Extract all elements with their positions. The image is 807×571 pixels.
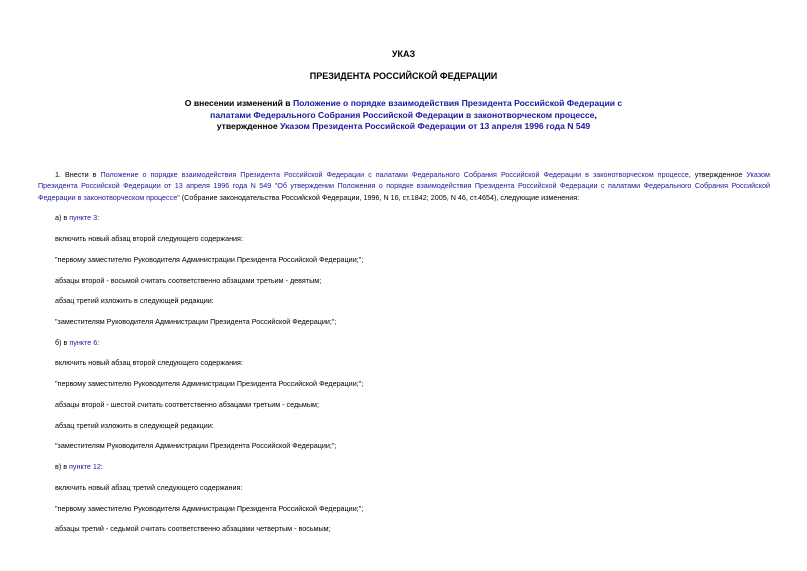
item-a-line-2: "первому заместителю Руководителя Администрации Президента Российской Федерации;";: [55, 255, 364, 264]
item-b-line-1: включить новый абзац второй следующего содержания:: [55, 358, 243, 367]
item-a-heading: [55, 212, 99, 223]
paragraph-1-link-regulation[interactable]: Положение о порядке взаимодействия Президента Российской Федерации с палатами Федерального Собрания Российской Федерации в законотворческом процессе: [100, 170, 689, 179]
paragraph-1-prefix: 1. Внести в: [55, 170, 101, 179]
item-b-line-2: "первому заместителю Руководителя Администрации Президента Российской Федерации;";: [55, 379, 364, 388]
decree-heading: УКАЗ: [391, 49, 416, 59]
item-c-prefix: в) в: [55, 462, 70, 471]
item-a-line-5: "заместителям Руководителя Администрации Президента Российской Федерации;";: [55, 317, 337, 326]
item-b-link[interactable]: пункте 6: [69, 338, 98, 347]
decree-title: [180, 98, 627, 133]
title-middle: , утвержденное: [216, 109, 597, 131]
item-a-colon: :: [97, 213, 100, 222]
item-c-colon: :: [100, 462, 103, 471]
title-link-regulation[interactable]: Положение о порядке взаимодействия Президента Российской Федерации с палатами Федерального Собрания Российской Федерации в законотворческом процессе: [210, 98, 623, 120]
item-b-colon: :: [97, 338, 100, 347]
item-a-link[interactable]: пункте 3: [69, 213, 98, 222]
title-link-decree[interactable]: Указом Президента Российской Федерации от 13 апреля 1996 года N 549: [280, 121, 591, 131]
item-c-heading: [55, 461, 103, 472]
paragraph-1: [38, 169, 770, 203]
item-b-line-5: "заместителям Руководителя Администрации Президента Российской Федерации;";: [55, 441, 337, 450]
item-a-line-4: абзац третий изложить в следующей редакции:: [55, 296, 214, 305]
item-c-line-1: включить новый абзац третий следующего содержания:: [55, 483, 243, 492]
paragraph-1-middle: , утвержденное: [688, 170, 747, 179]
item-a-line-3: абзацы второй - восьмой считать соответственно абзацами третьим - девятым;: [55, 276, 322, 285]
paragraph-1-link-decree[interactable]: Указом Президента Российской Федерации от 13 апреля 1996 года N 549 "Об утверждении Положения о порядке взаимодействия Президента Российской Федерации с палатами Федерального Собрания Российской Федерации в законотворческом процессе": [38, 170, 770, 202]
title-prefix: О внесении изменений в: [184, 98, 293, 108]
item-b-heading: [55, 337, 99, 348]
item-c-line-3: абзацы третий - седьмой считать соответственно абзацами четвертым - восьмым;: [55, 524, 331, 533]
item-b-line-3: абзацы второй - шестой считать соответственно абзацами третьим - седьмым;: [55, 400, 319, 409]
paragraph-1-suffix: (Собрание законодательства Российской Федерации, 1996, N 16, ст.1842; 2005, N 46, ст.4654), следующие изменения:: [179, 192, 580, 202]
item-c-line-2: "первому заместителю Руководителя Администрации Президента Российской Федерации;";: [55, 504, 364, 513]
item-b-prefix: б) в: [55, 338, 70, 347]
item-b-line-4: абзац третий изложить в следующей редакции:: [55, 421, 214, 430]
item-a-prefix: а) в: [55, 213, 70, 222]
decree-issuer: ПРЕЗИДЕНТА РОССИЙСКОЙ ФЕДЕРАЦИИ: [309, 71, 498, 81]
item-a-line-1: включить новый абзац второй следующего содержания:: [55, 234, 243, 243]
item-c-link[interactable]: пункте 12: [69, 462, 101, 471]
